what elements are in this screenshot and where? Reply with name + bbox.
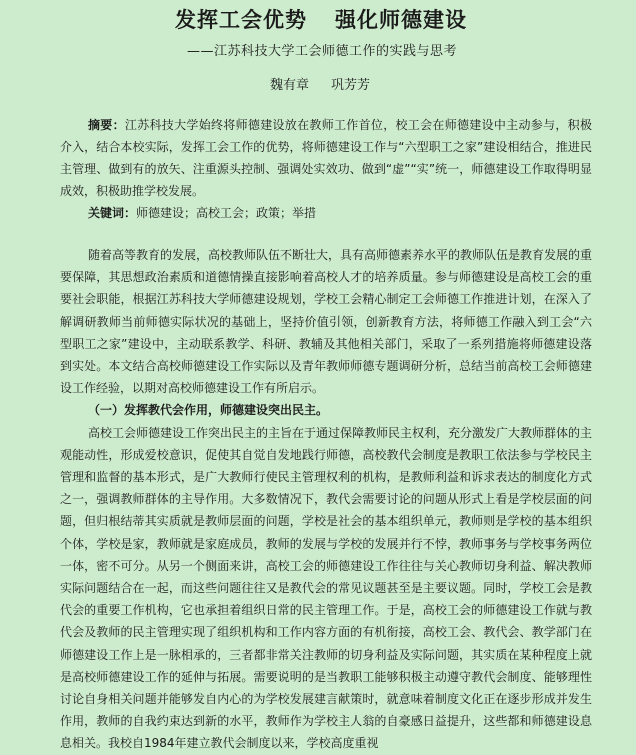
keywords-block xyxy=(60,202,592,224)
paper-body xyxy=(60,244,592,755)
author-name: 巩芳芳 xyxy=(331,78,371,93)
intro-paragraph: 随着高等教育的发展，高校教师队伍不断壮大，具有高师德素养水平的教师队伍是教育发展的重要保障，其思想政治素质和道德情操直接影响着高校人才的培养质量。参与师德建设是高校工会的重要社会职能，根据江苏科技大学师德建设规划，学校工会精心制定工会师德工作推进计划，在深入了解调研教师当前师德实际状况的基础上，坚持价值引领，创新教育方法，将师德工作融入到工会“六型职工之家”建设中，主动联系教学、科研、教辅及其他相关部门，采取了一系列措施将师德建设落到实处。本文结合高校师德建设工作实际以及青年教师师德专题调研分析，总结当前高校工会师德建设工作经验，以期对高校师德建设工作有所启示。 xyxy=(60,248,593,396)
section-heading: （一）发挥教代会作用，师德建设突出民主。 xyxy=(88,403,329,418)
paper-title xyxy=(50,7,592,33)
abstract-block xyxy=(60,114,592,202)
keywords-label: 关键词： xyxy=(88,206,137,220)
author-list xyxy=(48,77,592,95)
title-part-1: 发挥工会优势 xyxy=(175,7,307,32)
abstract-text: 江苏科技大学始终将师德建设放在教师工作首位，校工会在师德建设中主动参与，积极介入，结合本校实际，发挥工会工作的优势，将师德建设工作与“六型职工之家”建设相结合，推进民主管理、做到有的放矢、注重源头控制、强调处实效功、做到“虚”“实”统一，师德建设工作取得明显成效，积极助推学校发展。 xyxy=(60,118,592,198)
abstract-label: 摘要： xyxy=(88,118,125,132)
keywords-text: 师德建设；高校工会；政策；举措 xyxy=(136,206,317,220)
section-paragraph: 高校工会师德建设工作突出民主的主旨在于通过保障教师民主权利，充分激发广大教师群体的主观能动性，形成爱校意识，促使其自觉自发地践行师德，高校教代会制度是教职工依法参与学校民主管理和监督的基本形式，是广大教师行使民主管理权利的机构，是教师利益和诉求表达的制度化方式之一，强调教师群体的主导作用。大多数情况下，教代会需要讨论的问题从形式上看是学校层面的问题，但归根结蒂其实质就是教师层面的问题，学校是社会的基本组织单元，教师则是学校的基本组织个体，学校是家，教师就是家庭成员，教师的发展与学校的发展并行不悖，教师事务与学校事务两位一体，密不可分。从另一个侧面来讲，高校工会的师德建设工作往往与关心教师切身利益、解决教师实际问题结合在一起，而这些问题往往又是教代会的常见议题甚至是主要议题。同时，学校工会是教代会的重要工作机构，它也承担着组织日常的民主管理工作。于是，高校工会的师德建设工作就与教代会及教师的民主管理实现了组织机构和工作内容方面的有机衔接，高校工会、教代会、教学部门在师德建设工作上是一脉相承的，三者都非常关注教师的切身利益及实际问题，其实质在某种程度上就是高校师德建设工作的延伸与拓展。需要说明的是当教职工能够积极主动遵守教代会制度、能够理性讨论自身相关问题并能够发自内心的为学校发展建言献策时，就意味着制度文化正在逐步形成并发生作用，教师的自我约束达到新的水平，教师作为学校主人翁的自豪感日益提升，这些都和师德建设息息相关。我校自1984年建立教代会制度以来，学校高度重视 xyxy=(60,425,593,751)
author-name: 魏有章 xyxy=(269,78,309,93)
title-part-2: 强化师德建设 xyxy=(335,7,467,32)
paper-subtitle: ——江苏科技大学工会师德工作的实践与思考 xyxy=(186,44,457,59)
